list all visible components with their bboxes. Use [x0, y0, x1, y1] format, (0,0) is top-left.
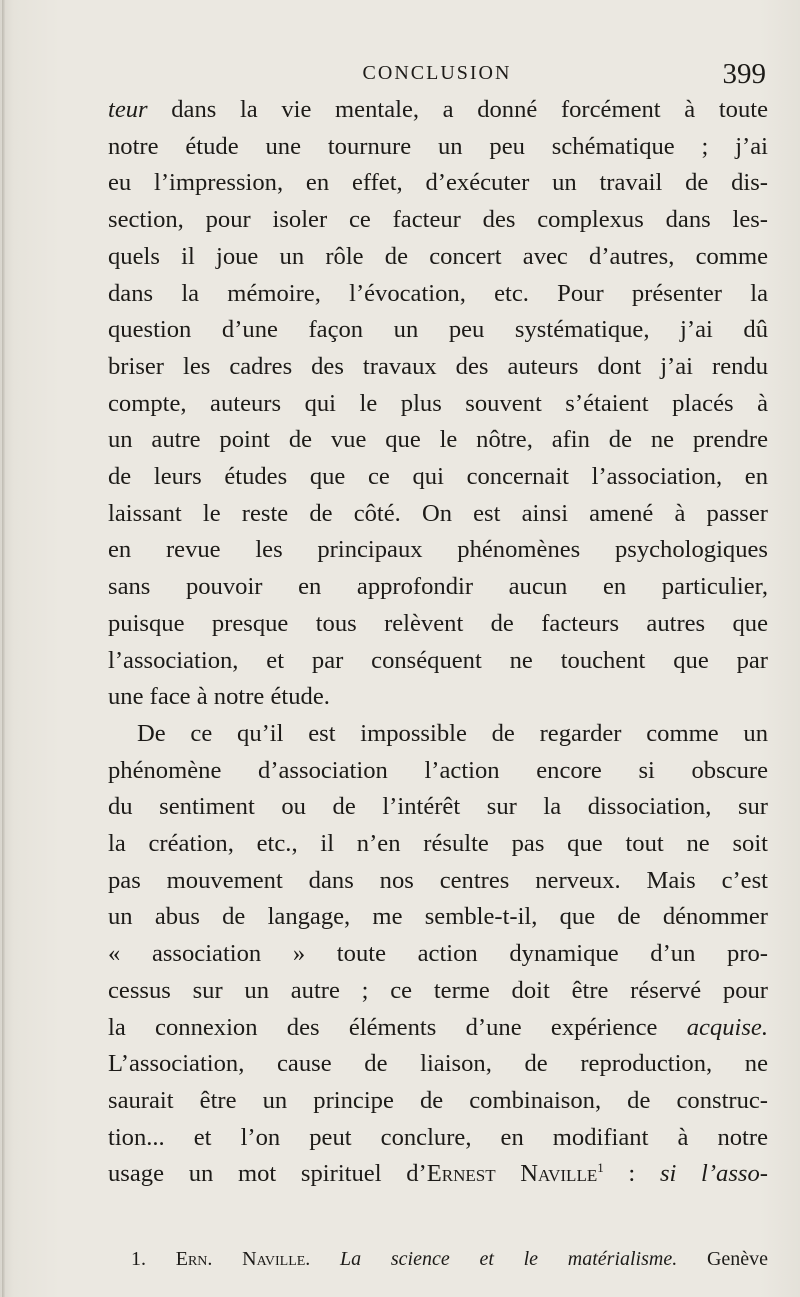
text-line: compte, auteurs qui le plus souvent s’étaient placés à — [108, 389, 768, 417]
paragraph-start: De ce qu’il est impossible de regarder comme un — [137, 719, 768, 747]
text-line: quels il joue un rôle de concert avec d’autres, comme — [108, 242, 768, 270]
text-line: usage un mot spirituel d’Ernest Naville$^1$ : si l’asso- — [108, 1160, 768, 1188]
footnote-place: Genève — [706, 1248, 769, 1270]
body-text — [108, 92, 768, 1193]
text-line: un autre point de vue que le nôtre, afin de ne prendre — [108, 426, 768, 454]
text-line: l’association, et par conséquent ne touchent que par — [108, 646, 768, 674]
text-line: cessus sur un autre ; ce terme doit être réservé pour — [108, 976, 768, 1004]
text-line: tion... et l’on peut conclure, en modifiant à notre — [108, 1123, 768, 1151]
page-number: 399 — [722, 58, 766, 90]
footnote-number: 1. — [131, 1248, 146, 1270]
running-title: CONCLUSION — [362, 62, 512, 84]
text-line: sans pouvoir en approfondir aucun en particulier, — [108, 573, 768, 601]
text-line: « association » toute action dynamique d’un pro- — [108, 940, 768, 968]
text-line: teur dans la vie mentale, a donné forcément à toute — [108, 96, 768, 123]
text-line: notre étude une tournure un peu schématique ; j’ai — [108, 132, 768, 160]
footnote — [131, 1248, 768, 1271]
text-line: question d’une façon un peu systématique, j’ai dû — [108, 316, 768, 344]
footnote-ref: 1 — [597, 1160, 604, 1176]
text-line: eu l’impression, en effet, d’exécuter un travail de dis- — [108, 169, 768, 197]
text-line: puisque presque tous relèvent de facteurs autres que — [108, 609, 768, 637]
author-name: Ernest Naville — [426, 1160, 598, 1188]
text-line: la connexion des éléments d’une expérience acquise. — [108, 1013, 768, 1041]
text-line: saurait être un principe de combinaison, de construc- — [108, 1086, 768, 1114]
text-line: dans la mémoire, l’évocation, etc. Pour présenter la — [108, 279, 768, 307]
text-line: laissant le reste de côté. On est ainsi amené à passer — [108, 499, 768, 527]
text-line: du sentiment ou de l’intérêt sur la dissociation, sur — [108, 793, 768, 821]
footnote-author: Ern. Naville. — [175, 1248, 311, 1270]
footnote-title: La science et le matérialisme. — [340, 1248, 678, 1270]
text-line: L’association, cause de liaison, de reproduction, ne — [108, 1050, 768, 1078]
text-line: la création, etc., il n’en résulte pas que tout ne soit — [108, 830, 768, 858]
text-line: de leurs études que ce qui concernait l’association, en — [108, 463, 768, 491]
text-line: phénomène d’association l’action encore si obscure — [108, 756, 768, 784]
text-line: pas mouvement dans nos centres nerveux. Mais c’est — [108, 866, 768, 894]
text-line: briser les cadres des travaux des auteurs dont j’ai rendu — [108, 352, 768, 380]
text-line: un abus de langage, me semble-t-il, que de dénommer — [108, 903, 768, 931]
text-line: une face à notre étude. — [108, 683, 330, 711]
page-gutter-shadow — [2, 0, 5, 1297]
text-line: en revue les principaux phénomènes psychologiques — [108, 536, 768, 564]
text-line: section, pour isoler ce facteur des complexus dans les- — [108, 206, 768, 234]
